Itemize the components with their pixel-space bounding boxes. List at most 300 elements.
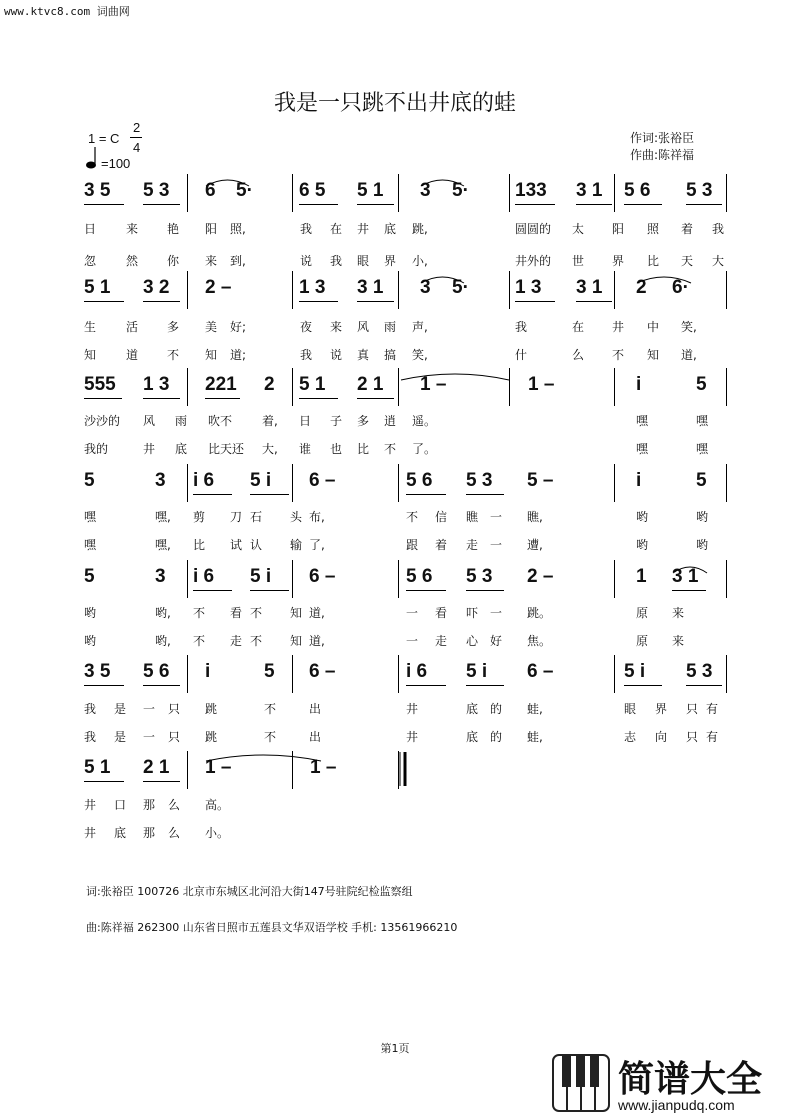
note-group: 1 3 xyxy=(299,277,326,298)
lyric-syllable: 井 xyxy=(84,798,97,812)
lyric-syllable: 哟 xyxy=(696,538,709,552)
note-group: 5 3 xyxy=(686,180,713,201)
lyric-syllable: 头 xyxy=(290,510,303,524)
lyric-syllable: 我 xyxy=(330,254,343,268)
note-group: 5 1 xyxy=(299,374,326,395)
beam-underline xyxy=(624,204,662,205)
time-signature-top: 2 xyxy=(133,120,141,135)
note-group: 1 xyxy=(636,566,647,587)
beam-underline xyxy=(84,204,124,205)
lyric-syllable: 哟 xyxy=(636,538,649,552)
lyric-syllable: 那 xyxy=(143,798,156,812)
lyric-syllable: 道, xyxy=(309,634,325,648)
lyric-syllable: 不 xyxy=(193,606,206,620)
lyric-syllable: 搞 xyxy=(384,348,397,362)
note-group: 5 i xyxy=(466,661,488,682)
piano-keys-icon xyxy=(552,1053,612,1117)
lyricist-contact: 词:张裕臣 100726 北京市东城区北河沿大街147号驻院纪检监察组 xyxy=(86,885,413,898)
barline xyxy=(187,464,188,502)
tie-slur xyxy=(420,172,465,191)
barline xyxy=(292,464,293,502)
composer-credit: 作曲:陈祥福 xyxy=(630,148,695,162)
lyric-syllable: 太 xyxy=(572,222,585,236)
tie-slur xyxy=(636,269,692,288)
lyric-syllable: 吹不 xyxy=(208,414,233,428)
lyric-syllable: 不 xyxy=(250,606,263,620)
lyric-syllable: 日 xyxy=(299,414,312,428)
lyric-syllable: 眼 xyxy=(624,702,637,716)
final-barline xyxy=(398,752,406,786)
lyric-syllable: 跳, xyxy=(412,222,428,236)
tie-slur xyxy=(205,172,250,191)
beam-underline xyxy=(205,398,240,399)
note-group: 6 – xyxy=(309,566,336,587)
lyric-syllable: 我 xyxy=(515,320,528,334)
lyric-syllable: 着 xyxy=(435,538,448,552)
beam-underline xyxy=(515,204,555,205)
barline xyxy=(614,174,615,212)
barline xyxy=(187,368,188,406)
note-group: 5 6 xyxy=(406,566,433,587)
lyric-syllable: 了, xyxy=(309,538,325,552)
lyric-syllable: 么 xyxy=(168,826,181,840)
beam-underline xyxy=(466,590,504,591)
note-group: 555 xyxy=(84,374,116,395)
note-group: i xyxy=(205,661,211,682)
lyric-syllable: 到, xyxy=(230,254,246,268)
note-group: i 6 xyxy=(193,566,215,587)
lyric-syllable: 的 xyxy=(490,702,503,716)
lyric-syllable: 嘿 xyxy=(84,538,97,552)
tie-slur xyxy=(400,366,510,385)
lyric-syllable: 也 xyxy=(330,442,343,456)
note-group: 3 2 xyxy=(143,277,170,298)
barline xyxy=(726,464,727,502)
lyric-syllable: 笑, xyxy=(412,348,428,362)
lyric-syllable: 剪 xyxy=(193,510,206,524)
lyric-syllable: 底 xyxy=(114,826,127,840)
lyric-syllable: 布, xyxy=(309,510,325,524)
lyric-syllable: 输 xyxy=(290,538,303,552)
beam-underline xyxy=(250,590,289,591)
lyric-syllable: 原 xyxy=(636,634,649,648)
lyric-syllable: 着 xyxy=(681,222,694,236)
staff-system xyxy=(0,661,790,691)
lyric-syllable: 圆圆的 xyxy=(515,222,552,236)
lyric-syllable: 出 xyxy=(309,730,322,744)
note-group: 6 – xyxy=(527,661,554,682)
beam-underline xyxy=(576,204,612,205)
beam-underline xyxy=(357,301,394,302)
lyric-syllable: 一 xyxy=(406,606,419,620)
lyric-syllable: 着, xyxy=(262,414,278,428)
key-signature: 1 = C xyxy=(88,131,120,146)
note-group: 5 xyxy=(264,661,275,682)
lyric-syllable: 只 xyxy=(686,702,699,716)
beam-underline xyxy=(84,301,124,302)
lyric-syllable: 来 xyxy=(672,634,685,648)
note-group: 6· xyxy=(672,277,689,298)
lyric-syllable: 不 xyxy=(264,730,277,744)
lyric-syllable: 原 xyxy=(636,606,649,620)
note-group: 5 xyxy=(696,470,707,491)
lyric-syllable: 雨 xyxy=(175,414,188,428)
lyric-syllable: 嘿 xyxy=(636,442,649,456)
note-group: 2 1 xyxy=(143,757,170,778)
barline xyxy=(292,560,293,598)
note-group: 3 xyxy=(155,566,166,587)
lyric-syllable: 哟 xyxy=(84,634,97,648)
beam-underline xyxy=(143,685,180,686)
barline xyxy=(292,655,293,693)
lyric-syllable: 心 xyxy=(466,634,479,648)
note-group: 1 – xyxy=(420,374,447,395)
lyric-syllable: 来 xyxy=(330,320,343,334)
note-group: 6 xyxy=(205,180,216,201)
lyric-syllable: 看 xyxy=(435,606,448,620)
tempo-marking: =100 xyxy=(101,156,131,171)
barline xyxy=(726,560,727,598)
lyric-syllable: 一 xyxy=(490,606,503,620)
beam-underline xyxy=(406,494,446,495)
lyric-syllable: 哟 xyxy=(84,606,97,620)
note-group: 2 – xyxy=(205,277,232,298)
barline xyxy=(292,174,293,212)
note-group: i 6 xyxy=(193,470,215,491)
lyric-syllable: 来 xyxy=(126,222,139,236)
lyric-syllable: 在 xyxy=(330,222,343,236)
lyric-syllable: 走 xyxy=(230,634,243,648)
note-group: 1 3 xyxy=(143,374,170,395)
staff-system xyxy=(0,374,790,404)
note-group: 5 3 xyxy=(466,566,493,587)
beam-underline xyxy=(357,204,394,205)
note-group: i xyxy=(636,374,642,395)
lyric-syllable: 小, xyxy=(412,254,428,268)
beam-underline xyxy=(299,204,338,205)
note-group: 1 3 xyxy=(515,277,542,298)
lyric-syllable: 比 xyxy=(357,442,370,456)
note-group: 5 – xyxy=(527,470,554,491)
lyric-syllable: 不 xyxy=(167,348,180,362)
lyric-syllable: 小。 xyxy=(205,826,230,840)
beam-underline xyxy=(515,301,555,302)
barline xyxy=(614,368,615,406)
beam-underline xyxy=(143,204,180,205)
lyric-syllable: 不 xyxy=(384,442,397,456)
beam-underline xyxy=(576,301,612,302)
beam-underline xyxy=(672,590,706,591)
lyric-syllable: 石 xyxy=(250,510,263,524)
lyric-syllable: 多 xyxy=(167,320,180,334)
tie-slur xyxy=(205,747,322,766)
lyric-syllable: 么 xyxy=(168,798,181,812)
lyric-syllable: 走 xyxy=(435,634,448,648)
lyric-syllable: 焦。 xyxy=(527,634,552,648)
note-group: 3 xyxy=(420,180,431,201)
lyric-syllable: 说 xyxy=(330,348,343,362)
note-group: 5 3 xyxy=(686,661,713,682)
beam-underline xyxy=(84,398,122,399)
lyric-syllable: 口 xyxy=(114,798,127,812)
lyric-syllable: 笑, xyxy=(681,320,697,334)
lyric-syllable: 嘿, xyxy=(155,510,171,524)
lyric-syllable: 知 xyxy=(290,634,303,648)
barline xyxy=(398,271,399,309)
note-group: 1 – xyxy=(310,757,337,778)
barline xyxy=(398,655,399,693)
note-group: i 6 xyxy=(406,661,428,682)
lyric-syllable: 夜 xyxy=(300,320,313,334)
note-group: 3 xyxy=(420,277,431,298)
lyric-syllable: 世 xyxy=(572,254,585,268)
lyric-syllable: 大, xyxy=(262,442,278,456)
barline xyxy=(398,560,399,598)
barline xyxy=(187,271,188,309)
lyric-syllable: 走 xyxy=(466,538,479,552)
lyric-syllable: 的 xyxy=(490,730,503,744)
note-group: 5 i xyxy=(624,661,646,682)
lyric-syllable: 照, xyxy=(230,222,246,236)
lyric-syllable: 哟, xyxy=(155,634,171,648)
lyric-syllable: 阳 xyxy=(612,222,625,236)
beam-underline xyxy=(406,590,446,591)
lyric-syllable: 我 xyxy=(84,702,97,716)
lyric-syllable: 界 xyxy=(655,702,668,716)
lyric-syllable: 跳 xyxy=(205,702,218,716)
lyric-syllable: 我 xyxy=(84,730,97,744)
barline xyxy=(726,655,727,693)
lyric-syllable: 子 xyxy=(330,414,343,428)
lyric-syllable: 逍 xyxy=(384,414,397,428)
lyric-syllable: 嘿 xyxy=(696,442,709,456)
note-group: i xyxy=(636,470,642,491)
site-logo xyxy=(552,1053,784,1115)
lyric-syllable: 志 xyxy=(624,730,637,744)
lyric-syllable: 出 xyxy=(309,702,322,716)
tie-slur xyxy=(420,269,465,288)
note-group: 133 xyxy=(515,180,547,201)
lyric-syllable: 然 xyxy=(126,254,139,268)
beam-underline xyxy=(466,494,504,495)
lyric-syllable: 多 xyxy=(357,414,370,428)
lyric-syllable: 中 xyxy=(647,320,660,334)
lyric-syllable: 向 xyxy=(655,730,668,744)
beam-underline xyxy=(84,781,124,782)
lyric-syllable: 知 xyxy=(647,348,660,362)
lyric-syllable: 一 xyxy=(143,730,156,744)
lyric-syllable: 瞧, xyxy=(527,510,543,524)
barline xyxy=(398,174,399,212)
lyric-syllable: 井 xyxy=(84,826,97,840)
beam-underline xyxy=(299,398,338,399)
beam-underline xyxy=(686,204,722,205)
note-group: 3 1 xyxy=(357,277,384,298)
composer-contact: 曲:陈祥福 262300 山东省日照市五莲县文华双语学校 手机: 13561966210 xyxy=(86,921,458,934)
lyric-syllable: 生 xyxy=(84,320,97,334)
lyric-syllable: 比天还 xyxy=(208,442,245,456)
note-group: 5 xyxy=(84,470,95,491)
page-number: 第1页 xyxy=(380,1042,410,1055)
note-group: 5 6 xyxy=(624,180,651,201)
lyric-syllable: 哟 xyxy=(696,510,709,524)
lyric-syllable: 有 xyxy=(706,730,719,744)
note-group: 5 1 xyxy=(84,277,111,298)
beam-underline xyxy=(357,398,394,399)
lyric-syllable: 日 xyxy=(84,222,97,236)
beam-underline xyxy=(193,590,232,591)
note-group: 221 xyxy=(205,374,237,395)
note-group: 5 6 xyxy=(406,470,433,491)
note-group: 3 5 xyxy=(84,180,111,201)
barline xyxy=(614,464,615,502)
lyric-syllable: 照 xyxy=(647,222,660,236)
lyric-syllable: 活 xyxy=(126,320,139,334)
lyric-syllable: 只 xyxy=(168,702,181,716)
lyric-syllable: 哟 xyxy=(636,510,649,524)
beam-underline xyxy=(143,398,180,399)
lyric-syllable: 艳 xyxy=(167,222,180,236)
note-group: 6 – xyxy=(309,661,336,682)
lyric-syllable: 吓 xyxy=(466,606,479,620)
note-group: 3 1 xyxy=(576,277,603,298)
tie-slur xyxy=(672,559,708,578)
lyric-syllable: 我 xyxy=(300,348,313,362)
note-group: 5 xyxy=(84,566,95,587)
note-group: 3 5 xyxy=(84,661,111,682)
beam-underline xyxy=(406,685,446,686)
site-watermark: www.ktvc8.com 词曲网 xyxy=(4,5,130,18)
lyric-syllable: 底 xyxy=(175,442,188,456)
note-group: 5 3 xyxy=(466,470,493,491)
lyricist-credit: 作词:张裕臣 xyxy=(630,131,695,145)
beam-underline xyxy=(84,685,124,686)
lyric-syllable: 道, xyxy=(681,348,697,362)
lyric-syllable: 知 xyxy=(290,606,303,620)
lyric-syllable: 道; xyxy=(230,348,247,362)
lyric-syllable: 有 xyxy=(706,702,719,716)
lyric-syllable: 说 xyxy=(300,254,313,268)
lyric-syllable: 知 xyxy=(84,348,97,362)
note-group: 2 xyxy=(264,374,275,395)
note-group: 5· xyxy=(236,180,253,201)
barline xyxy=(187,560,188,598)
lyric-syllable: 嘿 xyxy=(84,510,97,524)
lyric-syllable: 知 xyxy=(205,348,218,362)
lyric-syllable: 跳。 xyxy=(527,606,552,620)
lyric-syllable: 不 xyxy=(193,634,206,648)
lyric-syllable: 井 xyxy=(143,442,156,456)
lyric-syllable: 真 xyxy=(357,348,370,362)
lyric-syllable: 道 xyxy=(126,348,139,362)
note-group: 2 – xyxy=(527,566,554,587)
barline xyxy=(292,368,293,406)
lyric-syllable: 好; xyxy=(230,320,247,334)
note-group: 5 1 xyxy=(357,180,384,201)
barline xyxy=(398,368,399,406)
lyric-syllable: 眼 xyxy=(357,254,370,268)
lyric-syllable: 我 xyxy=(300,222,313,236)
barline xyxy=(187,751,188,789)
lyric-syllable: 蛙, xyxy=(527,730,543,744)
staff-system xyxy=(0,757,790,787)
note-group: 5 1 xyxy=(84,757,111,778)
staff-system xyxy=(0,470,790,500)
lyric-syllable: 忽 xyxy=(84,254,97,268)
lyric-syllable: 一 xyxy=(143,702,156,716)
note-group: 2 1 xyxy=(357,374,384,395)
lyric-syllable: 界 xyxy=(612,254,625,268)
barline xyxy=(726,174,727,212)
lyric-syllable: 那 xyxy=(143,826,156,840)
barline xyxy=(614,271,615,309)
lyric-syllable: 嘿 xyxy=(636,414,649,428)
lyric-syllable: 是 xyxy=(114,730,127,744)
barline xyxy=(614,655,615,693)
note-group: 2 xyxy=(636,277,647,298)
note-group: 5· xyxy=(452,180,469,201)
lyric-syllable: 什 xyxy=(515,348,528,362)
lyric-syllable: 一 xyxy=(406,634,419,648)
lyric-syllable: 井 xyxy=(612,320,625,334)
lyric-syllable: 阳 xyxy=(205,222,218,236)
logo-url: www.jianpudq.com xyxy=(618,1097,735,1113)
lyric-syllable: 我 xyxy=(712,222,725,236)
beam-underline xyxy=(250,494,289,495)
lyric-syllable: 井 xyxy=(406,730,419,744)
note-group: 3 1 xyxy=(672,566,699,587)
beam-underline xyxy=(143,781,180,782)
lyric-syllable: 风 xyxy=(143,414,156,428)
note-group: 5· xyxy=(452,277,469,298)
lyric-syllable: 遭, xyxy=(527,538,543,552)
staff-system xyxy=(0,180,790,210)
lyric-syllable: 跳 xyxy=(205,730,218,744)
lyric-syllable: 不 xyxy=(264,702,277,716)
lyric-syllable: 井 xyxy=(357,222,370,236)
lyric-syllable: 沙沙的 xyxy=(84,414,121,428)
barline xyxy=(398,464,399,502)
song-title: 我是一只跳不出井底的蛙 xyxy=(273,91,516,116)
beam-underline xyxy=(624,685,662,686)
lyric-syllable: 底 xyxy=(466,730,479,744)
lyric-syllable: 来 xyxy=(205,254,218,268)
lyric-syllable: 我的 xyxy=(84,442,109,456)
lyric-syllable: 是 xyxy=(114,702,127,716)
barline xyxy=(614,560,615,598)
lyric-syllable: 只 xyxy=(686,730,699,744)
lyric-syllable: 嘿 xyxy=(696,414,709,428)
lyric-syllable: 一 xyxy=(490,510,503,524)
barline xyxy=(509,271,510,309)
lyric-syllable: 蛙, xyxy=(527,702,543,716)
lyric-syllable: 天 xyxy=(681,254,694,268)
note-group: 6 5 xyxy=(299,180,326,201)
quarter-note-icon xyxy=(86,146,98,174)
lyric-syllable: 么 xyxy=(572,348,585,362)
lyric-syllable: 大 xyxy=(712,254,725,268)
lyric-syllable: 信 xyxy=(435,510,448,524)
lyric-syllable: 井 xyxy=(406,702,419,716)
lyric-syllable: 认 xyxy=(250,538,263,552)
lyric-syllable: 跟 xyxy=(406,538,419,552)
logo-title: 简谱大全 xyxy=(618,1059,763,1100)
time-signature-line xyxy=(130,137,142,138)
beam-underline xyxy=(143,301,180,302)
lyric-syllable: 不 xyxy=(612,348,625,362)
lyric-syllable: 不 xyxy=(250,634,263,648)
lyric-syllable: 刀 xyxy=(230,510,243,524)
